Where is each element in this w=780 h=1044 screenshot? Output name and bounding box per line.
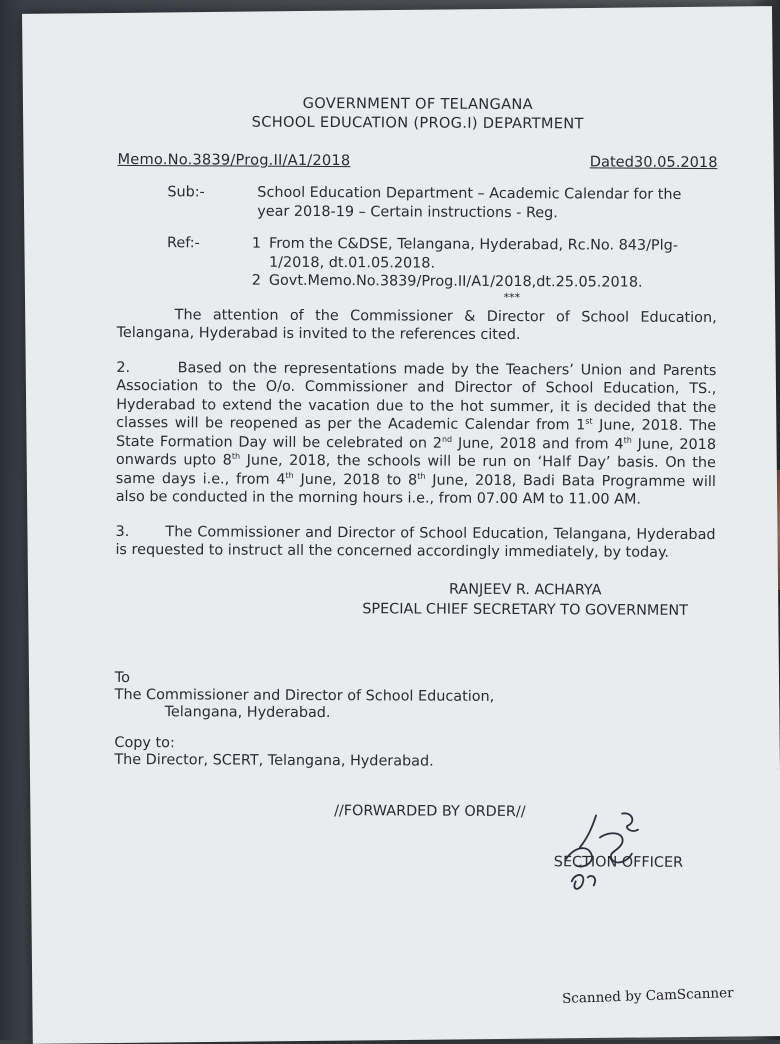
document-content	[114, 93, 718, 873]
reference-text: Govt.Memo.No.3839/Prog.II/A1/2018,dt.25.05.2018.	[268, 272, 643, 291]
reference-text: From the C&DSE, Telangana, Hyderabad, Rc.No. 843/Plg-1/2018, dt.01.05.2018.	[268, 235, 678, 272]
copy-label: Copy to:	[114, 734, 175, 751]
memo-date: Dated30.05.2018	[589, 153, 718, 172]
recipient-block	[115, 669, 715, 723]
copy-block	[114, 734, 714, 771]
paragraph-2-text: June, 2018 to 8	[293, 471, 418, 489]
paragraph-3-text: The Commissioner and Director of School Education, Telangana, Hyderabad is requested to instruct all the concerned accordingly immediately, by today.	[115, 523, 716, 561]
paragraph-3-number: 3.	[115, 523, 130, 540]
memo-row	[117, 151, 717, 176]
copy-line: The Director, SCERT, Telangana, Hyderabad.	[114, 751, 434, 770]
superscript: th	[417, 471, 426, 481]
superscript: nd	[441, 434, 453, 444]
paragraph-2-text: Based on the representations made by the Teachers’ Union and Parents Association to the O/o. Commissioner and Director of School Education, TS., Hyderabad to extend the vacation due to the hot summer, it is decided that the classes will be reopened as per the Academic Calendar from 1	[116, 359, 717, 434]
paragraph-2-text: June, 2018, the schools will be run on ‘Half Day’ basis. On the same days i.e., from 4	[115, 452, 716, 488]
handwritten-signature	[552, 807, 662, 898]
forwarded-by-order: //FORWARDED BY ORDER//	[334, 802, 526, 820]
reference-number: 2	[251, 272, 261, 289]
paragraph-3	[115, 522, 715, 562]
paragraph-2-text: June, 2018 onwards upto 8	[115, 436, 717, 469]
references-block	[117, 234, 717, 293]
memo-number: Memo.No.3839/Prog.II/A1/2018	[117, 150, 351, 170]
signatory-title: SPECIAL CHIEF SECRETARY TO GOVERNMENT	[362, 600, 689, 619]
reference-item	[237, 235, 717, 275]
superscript: th	[231, 451, 241, 461]
paragraph-2-text: June, 2018. The State Formation Day will be celebrated on 2	[115, 417, 717, 452]
paragraph-2-text: June, 2018 and from 4	[452, 435, 624, 453]
recipient-line: Telangana, Hyderabad.	[164, 703, 331, 721]
signatory-block	[115, 577, 715, 620]
to-label: To	[114, 669, 130, 686]
document-header	[118, 93, 718, 134]
header-government: GOVERNMENT OF TELANGANA	[302, 94, 533, 114]
reference-number: 1	[251, 235, 262, 252]
signatory-name: RANJEEV R. ACHARYA	[448, 581, 602, 598]
section-officer-label: SECTION OFFICER	[553, 854, 684, 871]
paragraph-2-number: 2.	[116, 359, 131, 376]
section-officer-block	[114, 851, 714, 873]
subject-text: School Education Department – Academic Calendar for the year 2018-19 – Certain instructions - Reg.	[257, 184, 682, 221]
paragraph-2	[116, 358, 717, 509]
camscanner-watermark: Scanned by CamScanner	[561, 985, 734, 1007]
paragraph-1: The attention of the Commissioner & Director of School Education, Telangana, Hyderabad is invited to the references cited.	[116, 306, 717, 344]
superscript: th	[623, 435, 632, 445]
subject-block	[117, 183, 717, 223]
reference-item	[237, 272, 717, 293]
paragraph-2-text: June, 2018, Badi Bata Programme will also be conducted in the morning hours i.e., from 07.00 AM to 11.00 AM.	[115, 472, 716, 508]
subject-label: Sub:-	[167, 184, 205, 201]
superscript: th	[285, 470, 294, 480]
header-department: SCHOOL EDUCATION (PROG.I) DEPARTMENT	[251, 113, 584, 133]
separator-stars: ***	[503, 290, 521, 304]
document-paper	[22, 6, 780, 1044]
references-list	[237, 235, 717, 293]
references-label: Ref:-	[167, 235, 200, 252]
recipient-line: The Commissioner and Director of School Education,	[114, 686, 495, 705]
superscript: st	[585, 416, 593, 426]
